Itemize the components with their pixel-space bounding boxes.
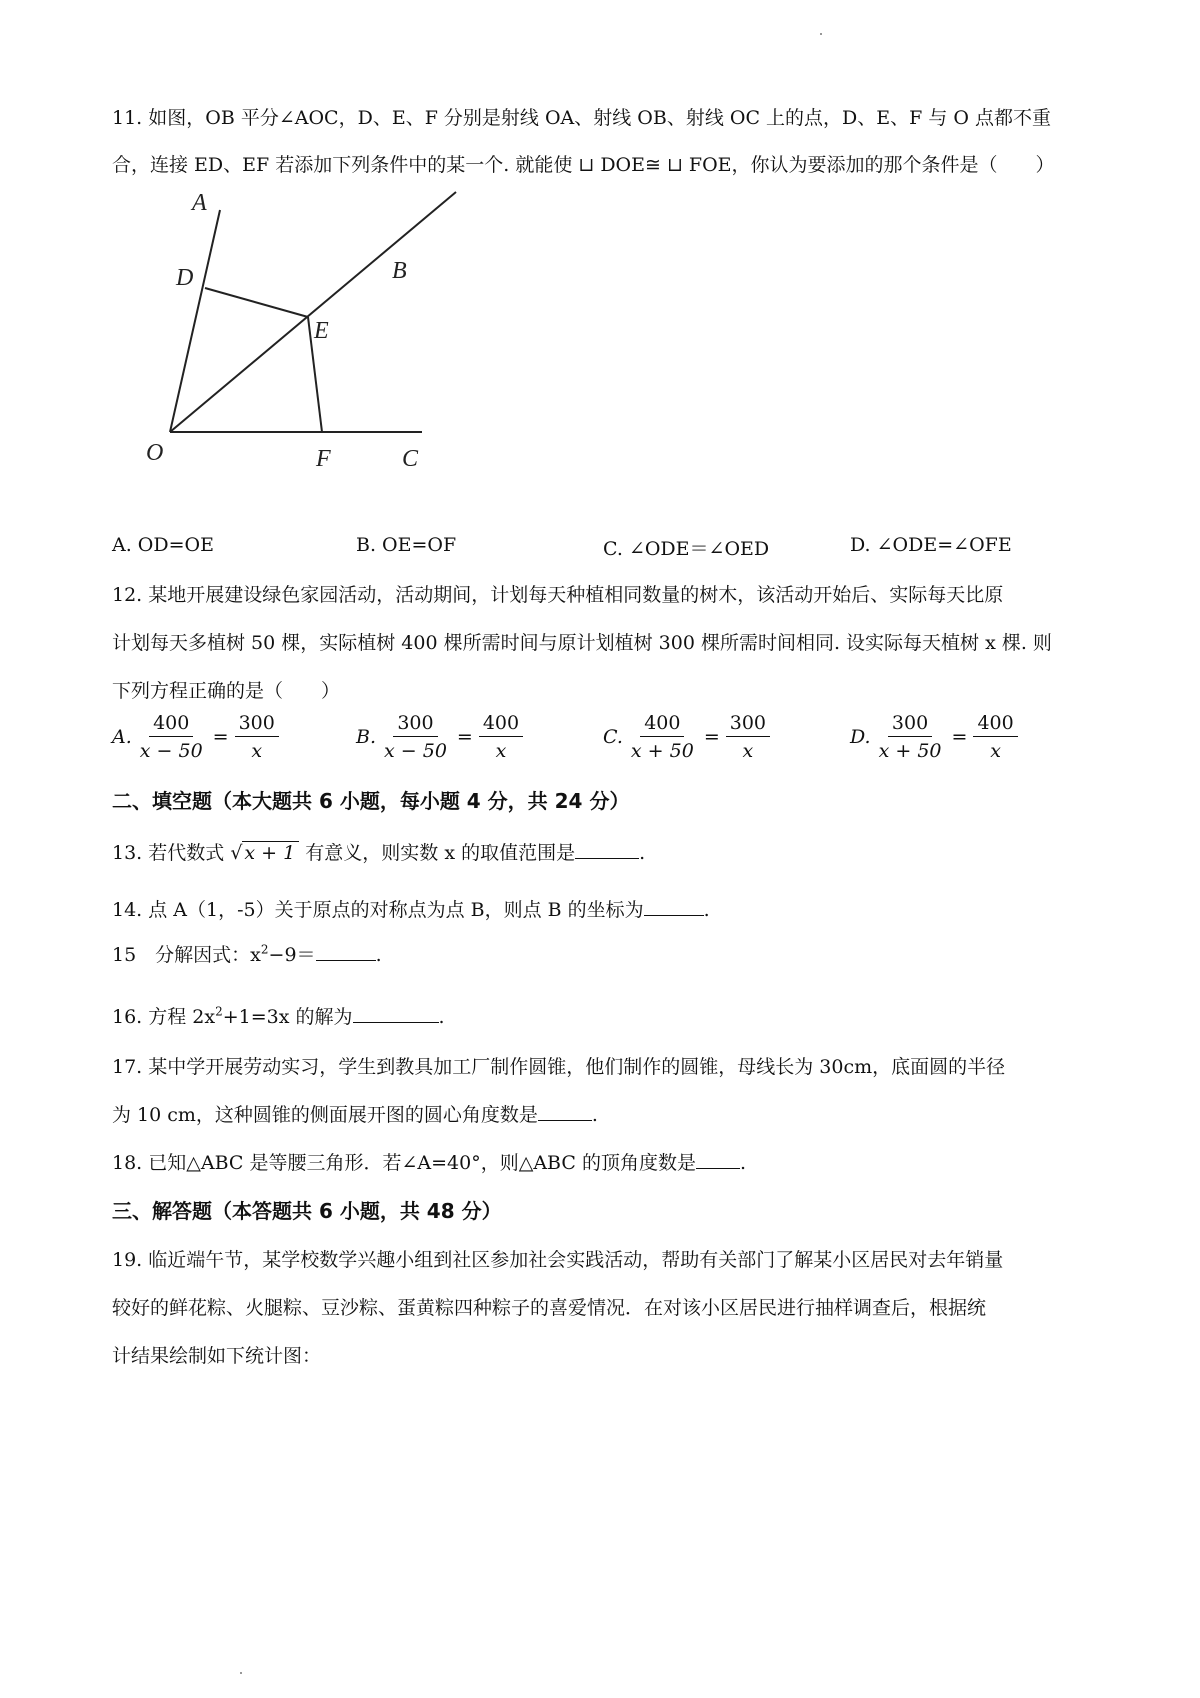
period: . — [591, 1104, 598, 1126]
q15-pre: 15 分解因式：x — [112, 944, 261, 966]
q12-option-c[interactable] — [603, 712, 774, 762]
q16-pre: 16. 方程 2x — [112, 1006, 216, 1028]
angle-bisector-figure — [140, 180, 480, 480]
denominator: x — [251, 740, 263, 762]
q17-text-line1: 17. 某中学开展劳动实习，学生到教具加工厂制作圆锥，他们制作的圆锥，母线长为 30cm，底面圆的半径 — [112, 1056, 1006, 1078]
numerator: 400 — [149, 712, 193, 737]
scan-speck — [820, 33, 822, 35]
label-F: F — [316, 446, 331, 472]
section3-heading: 三、解答题（本答题共 6 小题，共 48 分） — [112, 1199, 502, 1223]
right-fraction — [726, 712, 770, 762]
denominator: x − 50 — [384, 740, 447, 762]
option-label: D. — [850, 726, 871, 748]
answer-blank[interactable] — [644, 914, 704, 916]
period: . — [375, 944, 382, 966]
q16-text — [112, 1002, 445, 1029]
q11-option-b[interactable]: B. OE=OF — [356, 534, 457, 556]
answer-blank[interactable] — [538, 1119, 592, 1121]
q12-option-b[interactable] — [356, 712, 527, 762]
q12-option-d[interactable] — [850, 712, 1022, 762]
denominator: x — [495, 740, 507, 762]
label-D: D — [176, 265, 194, 291]
q19-text-line1: 19. 临近端午节，某学校数学兴趣小组到社区参加社会实践活动，帮助有关部门了解某小区居民对去年销量 — [112, 1249, 1004, 1271]
equals-sign: = — [212, 726, 229, 748]
q12-text-line2: 计划每天多植树 50 棵，实际植树 400 棵所需时间与原计划植树 300 棵所需时间相同. 设实际每天植树 x 棵. 则 — [112, 632, 1052, 654]
left-fraction — [136, 712, 207, 762]
numerator: 300 — [235, 712, 279, 737]
q17-body: 为 10 cm，这种圆锥的侧面展开图的圆心角度数是 — [112, 1104, 538, 1126]
section2-heading: 二、填空题（本大题共 6 小题，每小题 4 分，共 24 分） — [112, 789, 630, 813]
equals-sign: = — [951, 726, 968, 748]
option-label: C. — [603, 726, 623, 748]
answer-blank[interactable] — [353, 1021, 439, 1023]
left-fraction — [627, 712, 698, 762]
answer-blank[interactable] — [696, 1167, 740, 1169]
option-label: B. — [356, 726, 377, 748]
denominator: x − 50 — [139, 740, 203, 762]
square-root — [230, 841, 299, 864]
numerator: 400 — [640, 712, 684, 737]
q14-text — [112, 895, 710, 922]
exponent: 2 — [260, 942, 269, 957]
q11-text-line2: 合，连接 ED、EF 若添加下列条件中的某一个. 就能使 ⊔ DOE≅ ⊔ FOE，你认为要添加的那个条件是（ ） — [112, 154, 1055, 176]
q18-text — [112, 1148, 746, 1175]
label-B: B — [392, 258, 407, 284]
exponent: 2 — [215, 1004, 223, 1019]
answer-blank[interactable] — [575, 857, 639, 859]
q12-option-a[interactable] — [112, 712, 283, 762]
radical-sign: √ — [230, 842, 243, 864]
numerator: 300 — [888, 712, 932, 737]
denominator: x — [742, 740, 754, 762]
numerator: 400 — [479, 712, 523, 737]
q13-text — [112, 838, 645, 865]
label-O: O — [146, 440, 164, 466]
q17-text-line2 — [112, 1100, 598, 1127]
label-A: A — [192, 190, 207, 216]
q12-text-line3: 下列方程正确的是（ ） — [112, 680, 341, 702]
equals-sign: = — [456, 726, 473, 748]
q15-post: −9＝ — [268, 944, 316, 966]
q14-body: 14. 点 A（1，-5）关于原点的对称点为点 B，则点 B 的坐标为 — [112, 899, 644, 921]
q11-option-c[interactable]: C. ∠ODE＝∠OED — [603, 538, 770, 560]
ray-OA — [170, 210, 220, 432]
period: . — [438, 1006, 445, 1028]
label-E: E — [314, 318, 329, 344]
numerator: 400 — [973, 712, 1017, 737]
q19-text-line2: 较好的鲜花粽、火腿粽、豆沙粽、蛋黄粽四种粽子的喜爱情况．在对该小区居民进行抽样调查后，根据统 — [112, 1297, 987, 1319]
q16-post: +1=3x 的解为 — [222, 1006, 353, 1028]
q15-text — [112, 940, 382, 967]
option-label: A. — [112, 726, 132, 748]
left-fraction — [380, 712, 451, 762]
q12-text-line1: 12. 某地开展建设绿色家园活动，活动期间，计划每天种植相同数量的树木，该活动开始后、实际每天比原 — [112, 584, 1004, 606]
right-fraction — [479, 712, 523, 762]
numerator: 300 — [726, 712, 770, 737]
q11-option-a[interactable]: A. OD=OE — [112, 534, 214, 556]
right-fraction — [973, 712, 1017, 762]
denominator: x — [990, 740, 1001, 762]
equals-sign: = — [703, 726, 720, 748]
period: . — [639, 842, 646, 864]
answer-blank[interactable] — [316, 959, 376, 961]
left-fraction — [875, 712, 946, 762]
q18-body: 18. 已知△ABC 是等腰三角形．若∠A=40°，则△ABC 的顶角度数是 — [112, 1152, 696, 1174]
q11-text-line1: 11. 如图，OB 平分∠AOC，D、E、F 分别是射线 OA、射线 OB、射线 OC 上的点，D、E、F 与 O 点都不重 — [112, 107, 1052, 129]
denominator: x + 50 — [878, 740, 942, 762]
ray-OB — [170, 192, 456, 432]
right-fraction — [235, 712, 279, 762]
q13-post: 有意义，则实数 x 的取值范围是 — [305, 842, 576, 864]
segment-DE — [205, 288, 308, 317]
period: . — [703, 899, 710, 921]
scan-speck — [240, 1672, 242, 1674]
numerator: 300 — [393, 712, 437, 737]
q11-option-d[interactable]: D. ∠ODE=∠OFE — [850, 534, 1012, 556]
radicand: x + 1 — [242, 841, 299, 864]
denominator: x + 50 — [630, 740, 694, 762]
q19-text-line3: 计结果绘制如下统计图： — [112, 1345, 322, 1367]
period: . — [739, 1152, 746, 1174]
label-C: C — [402, 446, 419, 472]
q13-pre: 13. 若代数式 — [112, 842, 225, 864]
